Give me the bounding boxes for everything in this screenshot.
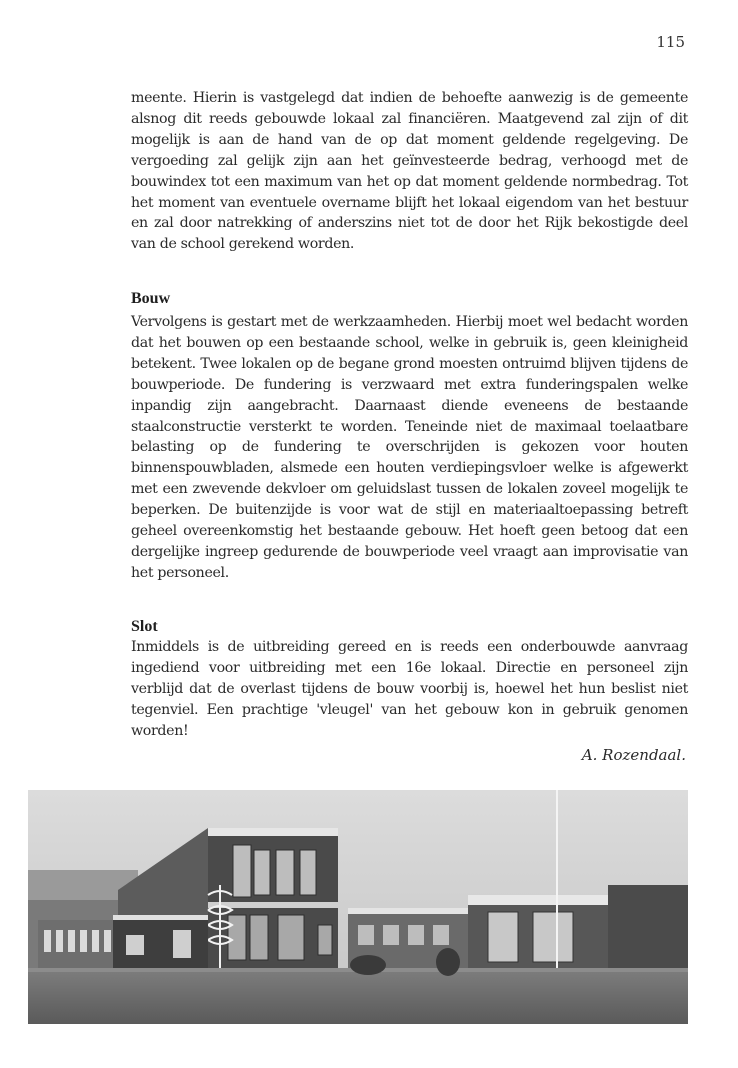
bouw-paragraph: Vervolgens is gestart met de werkzaamheden. Hierbij moet wel bedacht worden dat het bouwen op een bestaande school, welke in gebruik is, geen kleinigheid betekent. Twee lokalen op de begane grond moesten ontruimd blijven tijdens de bouwperiode. De fundering is verzwaard met extra funderingspalen welke inpandig zijn aangebracht. Daarnaast diende eveneens de bestaande staalconstructie versterkt te worden. Teneinde niet de maximaal toelaatbare belasting op de fundering te overschrijden is gekozen voor houten binnenspouwbladen, alsmede een houten verdiepingsvloer welke is afgewerkt met een zwevende dekvloer om geluidslast tussen de lokalen zoveel mogelijk te beperken. De buitenzijde is voor wat de stijl en materiaaltoepassing betreft geheel overeenkomstig het bestaande gebouw. Het hoeft geen betoog dat een dergelijke ingreep gedurende de bouwperiode veel vraagt aan improvisatie van het personeel. [131,314,688,581]
intro-paragraph: meente. Hierin is vastgelegd dat indien de behoefte aanwezig is de gemeente alsnog dit reeds gebouwde lokaal zal financiëren. Maatgevend zal zijn of dit mogelijk is aan de hand van de op dat moment geldende regelgeving. De vergoeding zal gelijk zijn aan het geïnvesteerde bedrag, verhoogd met de bouwindex tot een maximum van het op dat moment geldende normbedrag. Tot het moment van eventuele overname blijft het lokaal eigendom van het bestuur en zal door natrekking of anderszins niet tot de door het Rijk bekostigde deel van de school gerekend worden. [131,90,688,253]
section-heading-slot: Slot [131,618,158,635]
author-signature: A. Rozendaal. [581,746,686,764]
page-number: 115 [656,33,685,51]
slot-paragraph: Inmiddels is de uitbreiding gereed en is reeds een onderbouwde aanvraag ingediend voor uitbreiding met een 16e lokaal. Directie en personeel zijn verblijd dat de overlast tijdens de bouw voorbij is, hoewel het hun beslist niet tegenviel. Een prachtige 'vleugel' van het gebouw kon in gebruik genomen worden! [131,639,688,739]
school-building-photo [28,790,688,1024]
section-heading-bouw: Bouw [131,290,171,307]
